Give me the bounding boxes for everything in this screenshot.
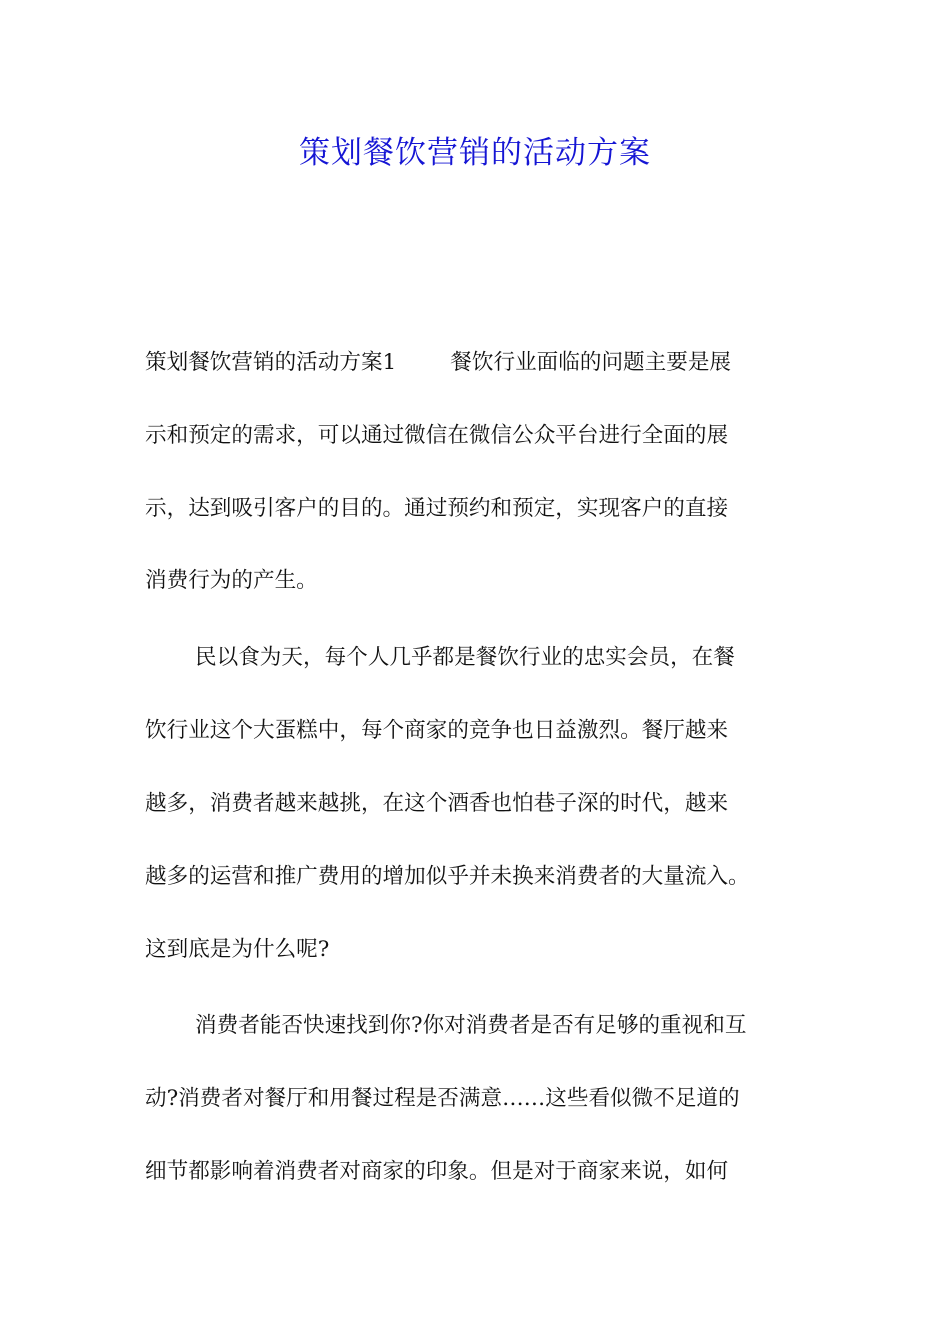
paragraph-1-line-1 bbox=[145, 343, 825, 383]
paragraph-3-line-1: 消费者能否快速找到你?你对消费者是否有足够的重视和互 bbox=[195, 1013, 747, 1038]
document-title: 策划餐饮营销的活动方案 bbox=[299, 135, 651, 171]
section-heading: 策划餐饮营销的活动方案1 bbox=[145, 350, 397, 375]
paragraph-3-line-2: 动?消费者对餐厅和用餐过程是否满意……这些看似微不足道的 bbox=[145, 1086, 740, 1111]
paragraph-2-line-5: 这到底是为什么呢? bbox=[145, 937, 330, 962]
paragraph-1-line-2: 示和预定的需求，可以通过微信在微信公众平台进行全面的展 bbox=[145, 423, 729, 448]
paragraph-2-line-1: 民以食为天，每个人几乎都是餐饮行业的忠实会员，在餐 bbox=[195, 645, 735, 670]
paragraph-1-line-4: 消费行为的产生。 bbox=[145, 568, 318, 593]
paragraph-3-line-3: 细节都影响着消费者对商家的印象。但是对于商家来说，如何 bbox=[145, 1159, 729, 1184]
paragraph-2-line-2: 饮行业这个大蛋糕中，每个商家的竞争也日益激烈。餐厅越来 bbox=[145, 718, 729, 743]
paragraph-1-text-start: 餐饮行业面临的问题主要是展 bbox=[450, 350, 732, 375]
paragraph-2-line-4: 越多的运营和推广费用的增加似乎并未换来消费者的大量流入。 bbox=[145, 864, 750, 889]
paragraph-1-line-3: 示，达到吸引客户的目的。通过预约和预定，实现客户的直接 bbox=[145, 496, 729, 521]
paragraph-2-line-3: 越多，消费者越来越挑，在这个酒香也怕巷子深的时代，越来 bbox=[145, 791, 729, 816]
